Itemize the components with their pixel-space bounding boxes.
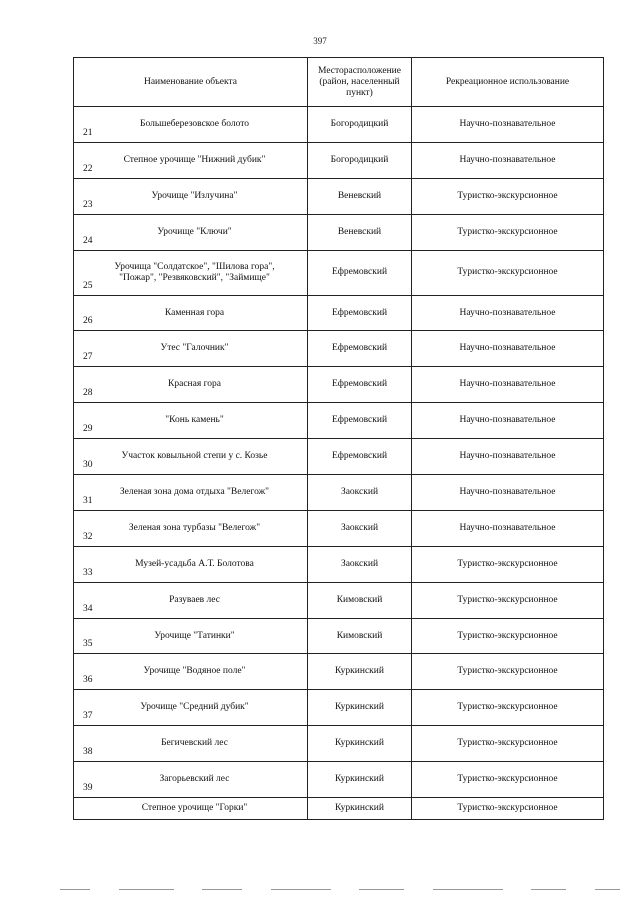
object-name: Участок ковыльной степи у с. Козье: [121, 451, 268, 462]
object-name-cell: [74, 250, 308, 295]
footer-scan-marks: [60, 889, 620, 891]
object-name-cell: [74, 403, 308, 439]
recreational-use-cell: Научно-познавательное: [412, 142, 604, 178]
object-name-cell: [74, 331, 308, 367]
recreational-use-cell: Туристко-экскурсионное: [412, 582, 604, 618]
location-cell: Куркинский: [308, 798, 412, 820]
location-cell: Ефремовский: [308, 295, 412, 331]
table-row: [74, 510, 604, 546]
location-cell: Ефремовский: [308, 250, 412, 295]
object-name: Степное урочище "Нижний дубик": [123, 154, 266, 165]
object-name-cell: [74, 726, 308, 762]
location-cell: Заокский: [308, 510, 412, 546]
row-number: 29: [83, 424, 93, 435]
location-cell: Куркинский: [308, 654, 412, 690]
object-name-cell: [74, 762, 308, 798]
recreational-use-cell: Туристко-экскурсионное: [412, 762, 604, 798]
recreational-use-cell: Туристко-экскурсионное: [412, 250, 604, 295]
table-row: [74, 178, 604, 214]
table-row: [74, 582, 604, 618]
row-number: 32: [83, 531, 93, 542]
recreational-use-cell: Научно-познавательное: [412, 403, 604, 439]
object-name-cell: [74, 107, 308, 143]
object-name-cell: [74, 690, 308, 726]
location-cell: Богородицкий: [308, 107, 412, 143]
object-name: Большеберезовское болото: [140, 118, 249, 129]
object-name: Урочище "Средний дубик": [140, 702, 249, 713]
table-row: [74, 142, 604, 178]
object-name: Урочище "Водяное поле": [143, 666, 246, 677]
objects-table: [73, 57, 604, 820]
location-cell: Куркинский: [308, 690, 412, 726]
table-row: [74, 403, 604, 439]
row-number: 26: [83, 316, 93, 327]
location-cell: Богородицкий: [308, 142, 412, 178]
header-use: Рекреационное использование: [412, 58, 604, 107]
object-name: Разуваев лес: [169, 594, 220, 605]
recreational-use-cell: Туристко-экскурсионное: [412, 690, 604, 726]
recreational-use-cell: Научно-познавательное: [412, 439, 604, 475]
table-row: [74, 367, 604, 403]
object-name: Каменная гора: [164, 307, 225, 318]
object-name: Зеленая зона дома отдыха "Велегож": [119, 486, 270, 497]
recreational-use-cell: Туристко-экскурсионное: [412, 618, 604, 654]
object-name-cell: [74, 510, 308, 546]
location-cell: Ефремовский: [308, 439, 412, 475]
object-name-cell: [74, 582, 308, 618]
page-number: 397: [313, 36, 327, 46]
object-name: "Конь камень": [165, 415, 224, 426]
object-name: Утес "Галочник": [160, 343, 229, 354]
object-name: Урочища "Солдатское", "Шилова гора", "Пожар", "Резвяковский", "Займище": [114, 261, 275, 283]
recreational-use-cell: Научно-познавательное: [412, 295, 604, 331]
location-cell: Ефремовский: [308, 331, 412, 367]
object-name: Урочище "Татинки": [154, 630, 235, 641]
object-name-cell: [74, 142, 308, 178]
recreational-use-cell: Научно-познавательное: [412, 510, 604, 546]
table-row: [74, 762, 604, 798]
object-name-cell: [74, 546, 308, 582]
row-number: 38: [83, 747, 93, 758]
object-name: Степное урочище "Горки": [141, 803, 248, 814]
recreational-use-cell: Научно-познавательное: [412, 367, 604, 403]
table-row: [74, 654, 604, 690]
object-name-cell: [74, 367, 308, 403]
table-row: [74, 475, 604, 511]
recreational-use-cell: Туристко-экскурсионное: [412, 214, 604, 250]
object-name: Урочище "Излучина": [151, 190, 238, 201]
table-header-row: [74, 58, 604, 107]
object-name: Зеленая зона турбазы "Велегож": [128, 522, 261, 533]
row-number: 31: [83, 495, 93, 506]
table-row: [74, 295, 604, 331]
location-cell: Куркинский: [308, 762, 412, 798]
object-name-cell: [74, 439, 308, 475]
row-number: 36: [83, 675, 93, 686]
recreational-use-cell: Научно-познавательное: [412, 107, 604, 143]
row-number: 25: [83, 280, 93, 291]
table-body: [74, 107, 604, 820]
object-name: Урочище "Ключи": [157, 226, 232, 237]
object-name-cell: [74, 798, 308, 820]
location-cell: Заокский: [308, 546, 412, 582]
object-name-cell: [74, 475, 308, 511]
location-cell: Куркинский: [308, 726, 412, 762]
table-row: [74, 798, 604, 820]
recreational-use-cell: Научно-познавательное: [412, 331, 604, 367]
object-name: Красная гора: [168, 379, 221, 390]
recreational-use-cell: Туристко-экскурсионное: [412, 726, 604, 762]
location-cell: Заокский: [308, 475, 412, 511]
table-row: [74, 618, 604, 654]
row-number: 27: [83, 352, 93, 363]
object-name: Бегичевский лес: [161, 738, 228, 749]
recreational-use-cell: Туристко-экскурсионное: [412, 546, 604, 582]
row-number: 33: [83, 567, 93, 578]
location-cell: Кимовский: [308, 582, 412, 618]
recreational-use-cell: Туристко-экскурсионное: [412, 654, 604, 690]
row-number: 35: [83, 639, 93, 650]
location-cell: Ефремовский: [308, 367, 412, 403]
table-row: [74, 439, 604, 475]
row-number: 30: [83, 460, 93, 471]
row-number: 23: [83, 199, 93, 210]
recreational-use-cell: Научно-познавательное: [412, 475, 604, 511]
row-number: 21: [83, 127, 93, 138]
table-row: [74, 250, 604, 295]
row-number: 39: [83, 783, 93, 794]
header-name: Наименование объекта: [74, 58, 308, 107]
recreational-use-cell: Туристко-экскурсионное: [412, 178, 604, 214]
table-row: [74, 107, 604, 143]
recreational-use-cell: Туристко-экскурсионное: [412, 798, 604, 820]
object-name: Музей-усадьба А.Т. Болотова: [135, 558, 254, 569]
table-row: [74, 214, 604, 250]
location-cell: Веневский: [308, 214, 412, 250]
header-location: Месторасположение (район, населенный пункт): [308, 58, 412, 107]
location-cell: Веневский: [308, 178, 412, 214]
row-number: 28: [83, 388, 93, 399]
object-name-cell: [74, 214, 308, 250]
object-name-cell: [74, 295, 308, 331]
table-row: [74, 726, 604, 762]
table-row: [74, 546, 604, 582]
object-name-cell: [74, 654, 308, 690]
table-row: [74, 690, 604, 726]
object-name: Загорьевский лес: [159, 774, 230, 785]
row-number: 37: [83, 711, 93, 722]
row-number: 22: [83, 163, 93, 174]
object-name-cell: [74, 178, 308, 214]
row-number: 24: [83, 235, 93, 246]
row-number: 34: [83, 603, 93, 614]
location-cell: Кимовский: [308, 618, 412, 654]
table-row: [74, 331, 604, 367]
object-name-cell: [74, 618, 308, 654]
location-cell: Ефремовский: [308, 403, 412, 439]
